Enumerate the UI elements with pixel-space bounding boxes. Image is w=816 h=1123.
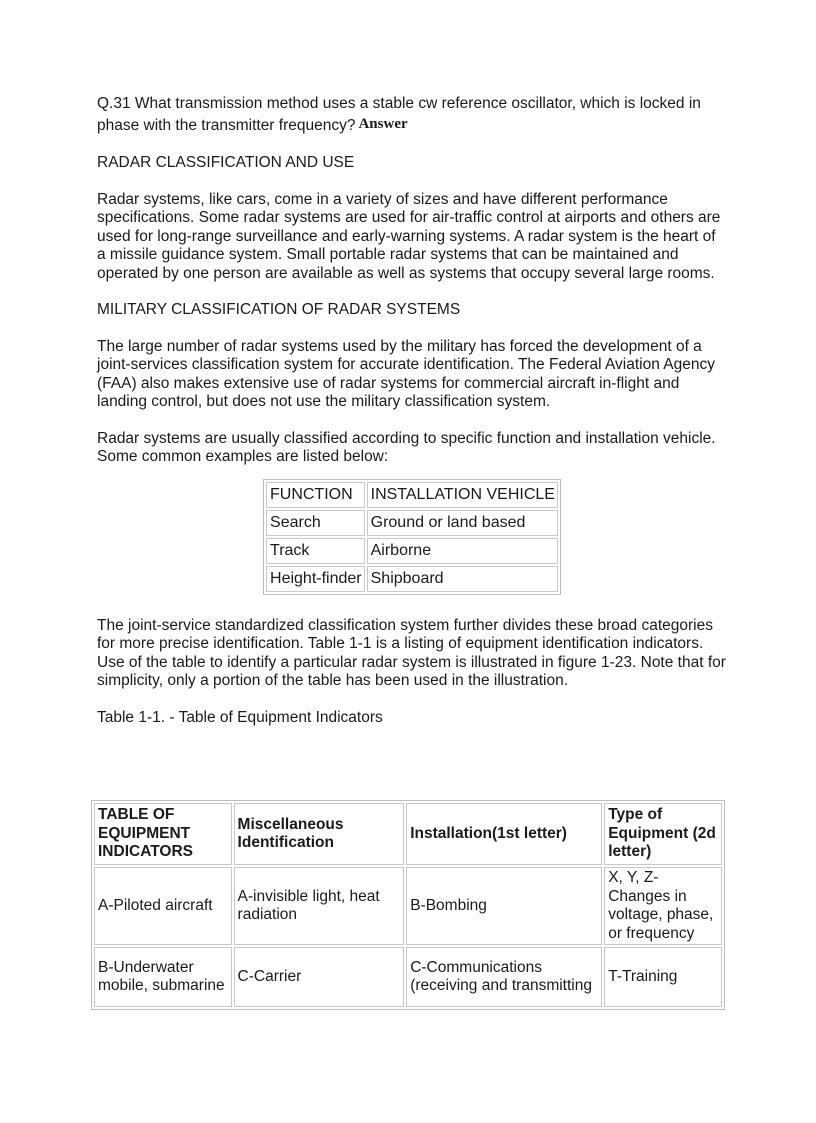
table-cell: C-Carrier (234, 947, 405, 1007)
answer-link[interactable]: Answer (358, 116, 408, 132)
table-cell: Ground or land based (367, 510, 558, 536)
equipment-indicators-table (91, 800, 725, 1010)
function-vehicle-table (263, 479, 561, 595)
question-body: Q.31 What transmission method uses a stable cw reference oscillator, which is locked in phase with the transmitter frequency? (97, 95, 701, 134)
table-cell: X, Y, Z- Changes in voltage, phase, or frequency (604, 867, 722, 945)
table-row (94, 867, 722, 945)
header-type-of-equipment: Type of Equipment (2d letter) (604, 803, 722, 865)
table-cell: Height-finder (266, 566, 365, 592)
paragraph-joint-services: The large number of radar systems used by the military has forced the development of a joint-services classification system for accurate identification. The Federal Aviation Agency (FAA) also makes extensive use of radar systems for commercial aircraft in-flight and landing control, but does not use the military classification system. (97, 337, 716, 410)
header-table-of-equipment-indicators: TABLE OF EQUIPMENT INDICATORS (94, 803, 232, 865)
table-row (266, 510, 558, 536)
table-header-row (94, 803, 722, 865)
header-installation: Installation(1st letter) (406, 803, 602, 865)
paragraph-joint-service-standardized: The joint-service standardized classification system further divides these broad categories for more precise identification. Table 1-1 is a listing of equipment identification indicators. Use of the table to identify a particular radar system is illustrated in figure 1-23. Note that for simplicity, only a portion of the table has been used in the illustration. (97, 616, 726, 689)
table-cell: B-Bombing (406, 867, 602, 945)
header-function: FUNCTION (266, 482, 365, 508)
table-cell: A-invisible light, heat radiation (234, 867, 405, 945)
section-heading-military-classification: MILITARY CLASSIFICATION OF RADAR SYSTEMS (97, 301, 461, 318)
table-cell: Shipboard (367, 566, 558, 592)
section-heading-radar-classification: RADAR CLASSIFICATION AND USE (97, 154, 355, 171)
table-cell: B-Underwater mobile, submarine (94, 947, 232, 1007)
table-cell: Search (266, 510, 365, 536)
header-miscellaneous-identification: Miscellaneous Identification (234, 803, 405, 865)
question-text (97, 93, 727, 136)
document-page (97, 93, 727, 727)
table-cell: A-Piloted aircraft (94, 867, 232, 945)
table-row (266, 538, 558, 564)
table-caption: Table 1-1. - Table of Equipment Indicators (97, 708, 383, 726)
table-cell: Airborne (367, 538, 558, 564)
header-installation-vehicle: INSTALLATION VEHICLE (367, 482, 558, 508)
table-cell: T-Training (604, 947, 722, 1007)
table-row (266, 566, 558, 592)
table-header-row (266, 482, 558, 508)
table-cell: Track (266, 538, 365, 564)
paragraph-radar-systems: Radar systems, like cars, come in a variety of sizes and have different performance specifications. Some radar systems are used for air-traffic control at airports and others are used for long-range surveillance and early-warning systems. A radar system is the heart of a missile guidance system. Small portable radar systems that can be maintained and operated by one person are available as well as systems that occupy several large rooms. (97, 190, 721, 282)
table-cell: C-Communications (receiving and transmitting (406, 947, 602, 1007)
paragraph-classified-by-function: Radar systems are usually classified according to specific function and installation vehicle. Some common examples are listed below: (97, 429, 716, 465)
table-row (94, 947, 722, 1007)
